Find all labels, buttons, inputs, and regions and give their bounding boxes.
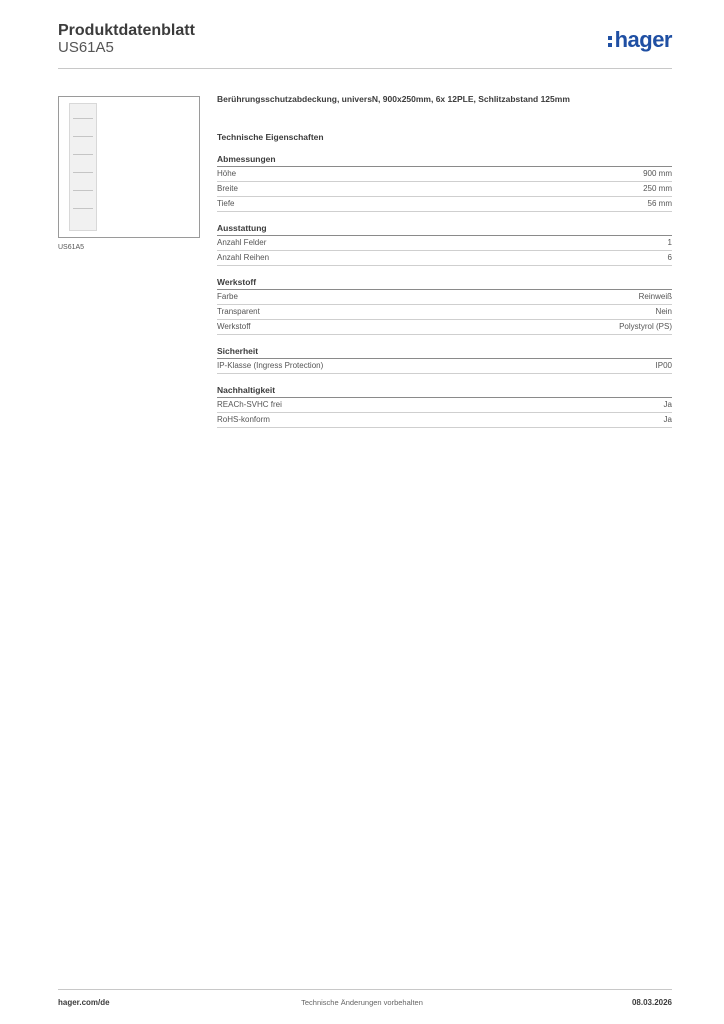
cover-panel-illustration <box>69 103 97 231</box>
property-sections <box>217 154 672 428</box>
properties-content <box>217 94 672 439</box>
section-nachhaltigkeit <box>217 385 672 428</box>
logo-dots-icon <box>608 34 614 48</box>
section-abmessungen <box>217 154 672 212</box>
section-sicherheit <box>217 346 672 374</box>
panel-slot <box>73 190 93 191</box>
property-value: IP00 <box>655 361 672 370</box>
panel-slot <box>73 154 93 155</box>
hager-logo[interactable] <box>608 27 672 53</box>
section-heading: Ausstattung <box>217 223 672 236</box>
panel-slot <box>73 136 93 137</box>
section-ausstattung <box>217 223 672 266</box>
footer-date: 08.03.2026 <box>631 998 672 1007</box>
section-heading: Werkstoff <box>217 277 672 290</box>
technical-properties-heading: Technische Eigenschaften <box>217 132 324 142</box>
property-label: RoHS-konform <box>217 415 270 424</box>
property-label: REACh-SVHC frei <box>217 400 282 409</box>
section-heading: Nachhaltigkeit <box>217 385 672 398</box>
property-row <box>217 398 672 413</box>
property-value: 56 mm <box>647 199 672 208</box>
property-value: Polystyrol (PS) <box>619 322 672 331</box>
property-row <box>217 305 672 320</box>
property-row <box>217 167 672 182</box>
panel-slot <box>73 208 93 209</box>
property-row <box>217 197 672 212</box>
property-label: Werkstoff <box>217 322 251 331</box>
property-row <box>217 320 672 335</box>
property-label: Breite <box>217 184 238 193</box>
section-werkstoff <box>217 277 672 335</box>
panel-slot <box>73 172 93 173</box>
property-label: Tiefe <box>217 199 235 208</box>
logo-text: hager <box>614 27 672 52</box>
property-label: Farbe <box>217 292 238 301</box>
property-row <box>217 413 672 428</box>
section-heading: Abmessungen <box>217 154 672 167</box>
property-value: 250 mm <box>643 184 672 193</box>
product-image <box>58 96 200 238</box>
footer-website-link[interactable]: hager.com/de <box>58 998 110 1007</box>
section-heading: Sicherheit <box>217 346 672 359</box>
property-value: 1 <box>667 238 672 247</box>
header-divider <box>58 68 672 69</box>
property-label: IP-Klasse (Ingress Protection) <box>217 361 324 370</box>
property-label: Anzahl Reihen <box>217 253 270 262</box>
property-row <box>217 251 672 266</box>
property-label: Anzahl Felder <box>217 238 267 247</box>
article-number: US61A5 <box>58 39 114 56</box>
property-row <box>217 290 672 305</box>
property-value: 6 <box>667 253 672 262</box>
panel-slot <box>73 118 93 119</box>
property-row <box>217 359 672 374</box>
image-caption: US61A5 <box>58 244 85 251</box>
page-title: Produktdatenblatt <box>58 22 195 39</box>
property-value: Ja <box>663 400 672 409</box>
footer-divider <box>58 989 672 990</box>
footer-notice: Technische Änderungen vorbehalten <box>301 998 423 1007</box>
property-value: Nein <box>655 307 672 316</box>
property-label: Transparent <box>217 307 260 316</box>
property-value: 900 mm <box>643 169 672 178</box>
property-label: Höhe <box>217 169 237 178</box>
property-row <box>217 182 672 197</box>
property-value: Reinweiß <box>638 292 672 301</box>
property-row <box>217 236 672 251</box>
property-value: Ja <box>663 415 672 424</box>
product-description: Berührungsschutzabdeckung, universN, 900x250mm, 6x 12PLE, Schlitzabstand 125mm <box>217 94 570 104</box>
